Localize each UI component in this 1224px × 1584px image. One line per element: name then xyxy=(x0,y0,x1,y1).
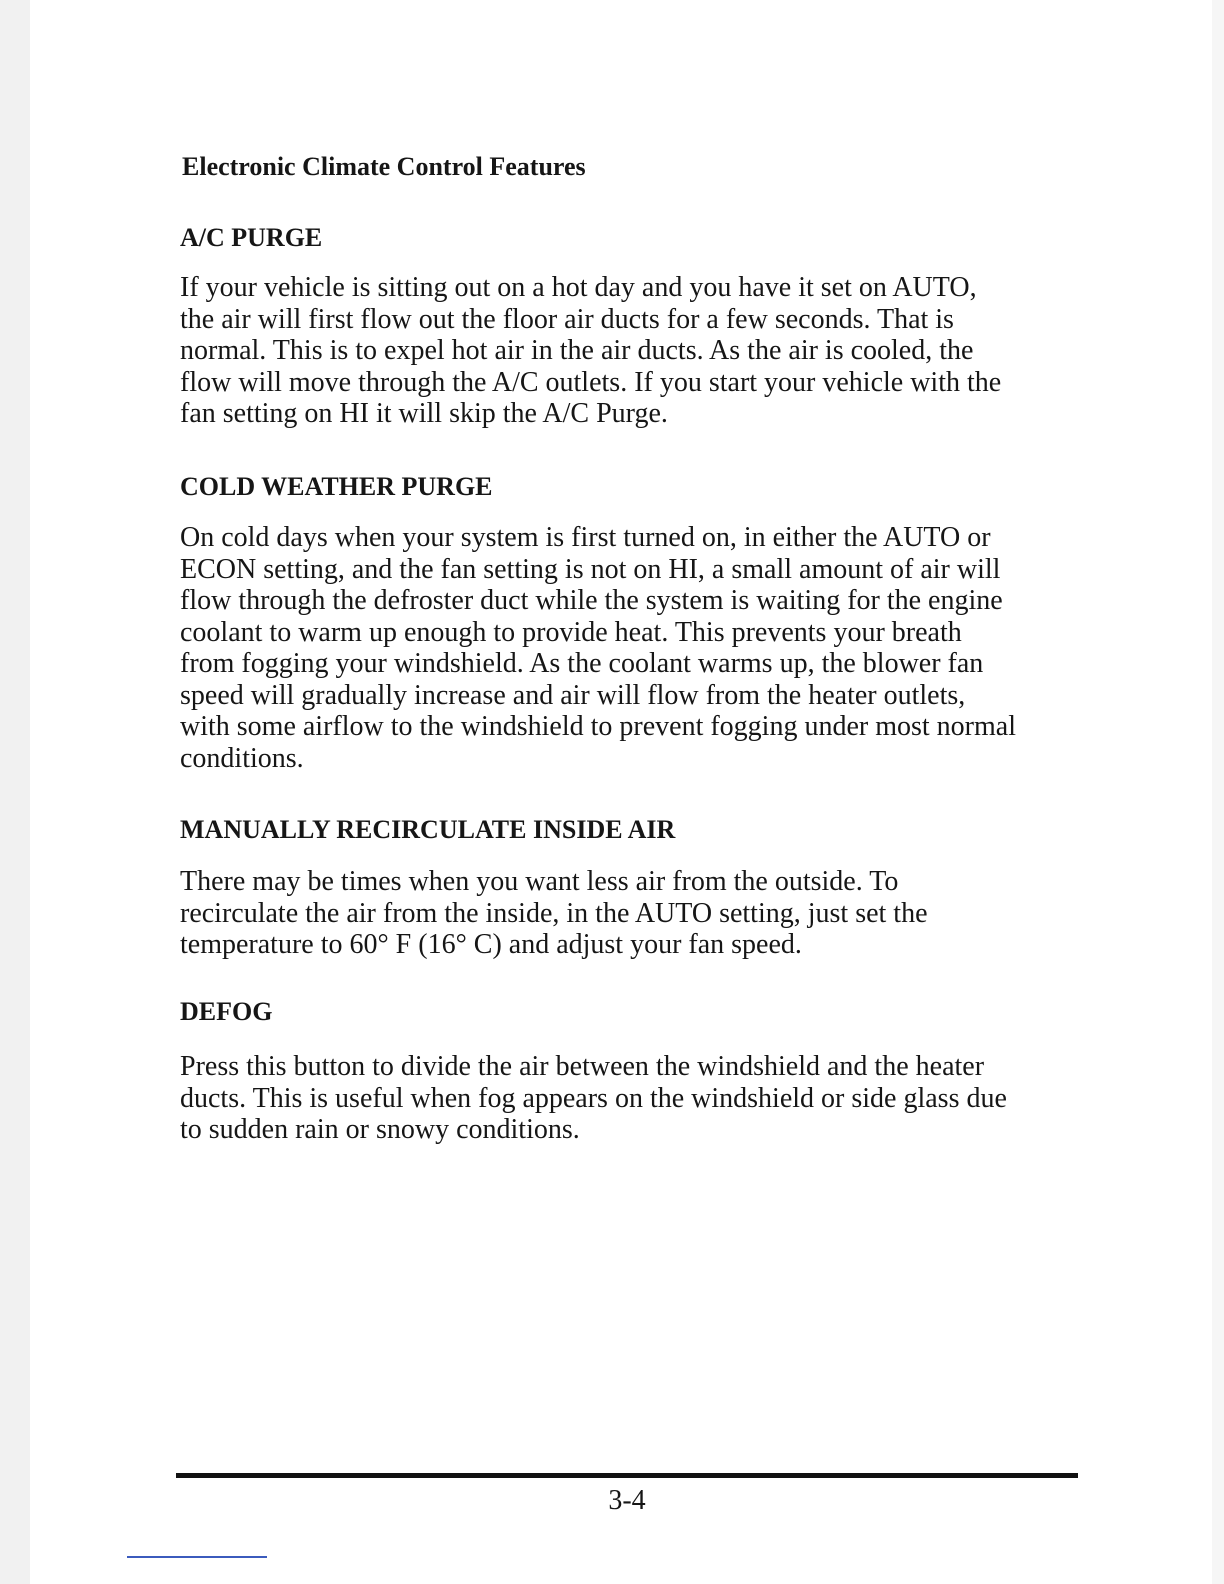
body-line: ECON setting, and the fan setting is not on HI, a small amount of air will xyxy=(180,553,1001,585)
body-line: speed will gradually increase and air will flow from the heater outlets, xyxy=(180,679,966,711)
body-line: There may be times when you want less air from the outside. To xyxy=(180,866,899,897)
section-body-manually-recirculate xyxy=(180,866,1085,961)
footer-rule xyxy=(176,1473,1078,1478)
body-line: flow will move through the A/C outlets. If you start your vehicle with the xyxy=(180,366,1002,398)
body-line: normal. This is to expel hot air in the air ducts. As the air is cooled, the xyxy=(180,335,974,366)
page-right-margin-shade xyxy=(1212,0,1224,1584)
body-line: to sudden rain or snowy conditions. xyxy=(180,1114,580,1145)
body-line: temperature to 60° F (16° C) and adjust your fan speed. xyxy=(180,929,802,960)
section-heading-cold-weather-purge: COLD WEATHER PURGE xyxy=(180,472,493,501)
section-body-cold-weather-purge xyxy=(180,522,1085,774)
section-body-ac-purge xyxy=(180,272,1085,430)
page-title: Electronic Climate Control Features xyxy=(182,152,586,181)
body-line: with some airflow to the windshield to prevent fogging under most normal xyxy=(180,711,1016,742)
section-heading-ac-purge: A/C PURGE xyxy=(180,223,323,252)
section-heading-manually-recirculate: MANUALLY RECIRCULATE INSIDE AIR xyxy=(180,815,676,844)
footer-link-underline xyxy=(127,1556,267,1558)
body-line: On cold days when your system is first turned on, in either the AUTO or xyxy=(180,522,991,553)
page-number: 3-4 xyxy=(608,1485,646,1516)
body-line: the air will first flow out the floor air ducts for a few seconds. That is xyxy=(180,303,954,335)
body-line: flow through the defroster duct while the system is waiting for the engine xyxy=(180,585,1003,616)
page-left-margin-shade xyxy=(0,0,30,1584)
body-line: recirculate the air from the inside, in the AUTO setting, just set the xyxy=(180,897,928,929)
body-line: fan setting on HI it will skip the A/C Purge. xyxy=(180,398,668,429)
body-line: conditions. xyxy=(180,742,304,774)
body-line: coolant to warm up enough to provide heat. This prevents your breath xyxy=(180,616,962,648)
body-line: ducts. This is useful when fog appears on the windshield or side glass due xyxy=(180,1082,1007,1114)
body-line: from fogging your windshield. As the coolant warms up, the blower fan xyxy=(180,648,984,679)
body-line: If your vehicle is sitting out on a hot day and you have it set on AUTO, xyxy=(180,272,977,303)
section-body-defog xyxy=(180,1051,1085,1146)
section-heading-defog: DEFOG xyxy=(180,997,273,1026)
body-line: Press this button to divide the air between the windshield and the heater xyxy=(180,1051,985,1082)
